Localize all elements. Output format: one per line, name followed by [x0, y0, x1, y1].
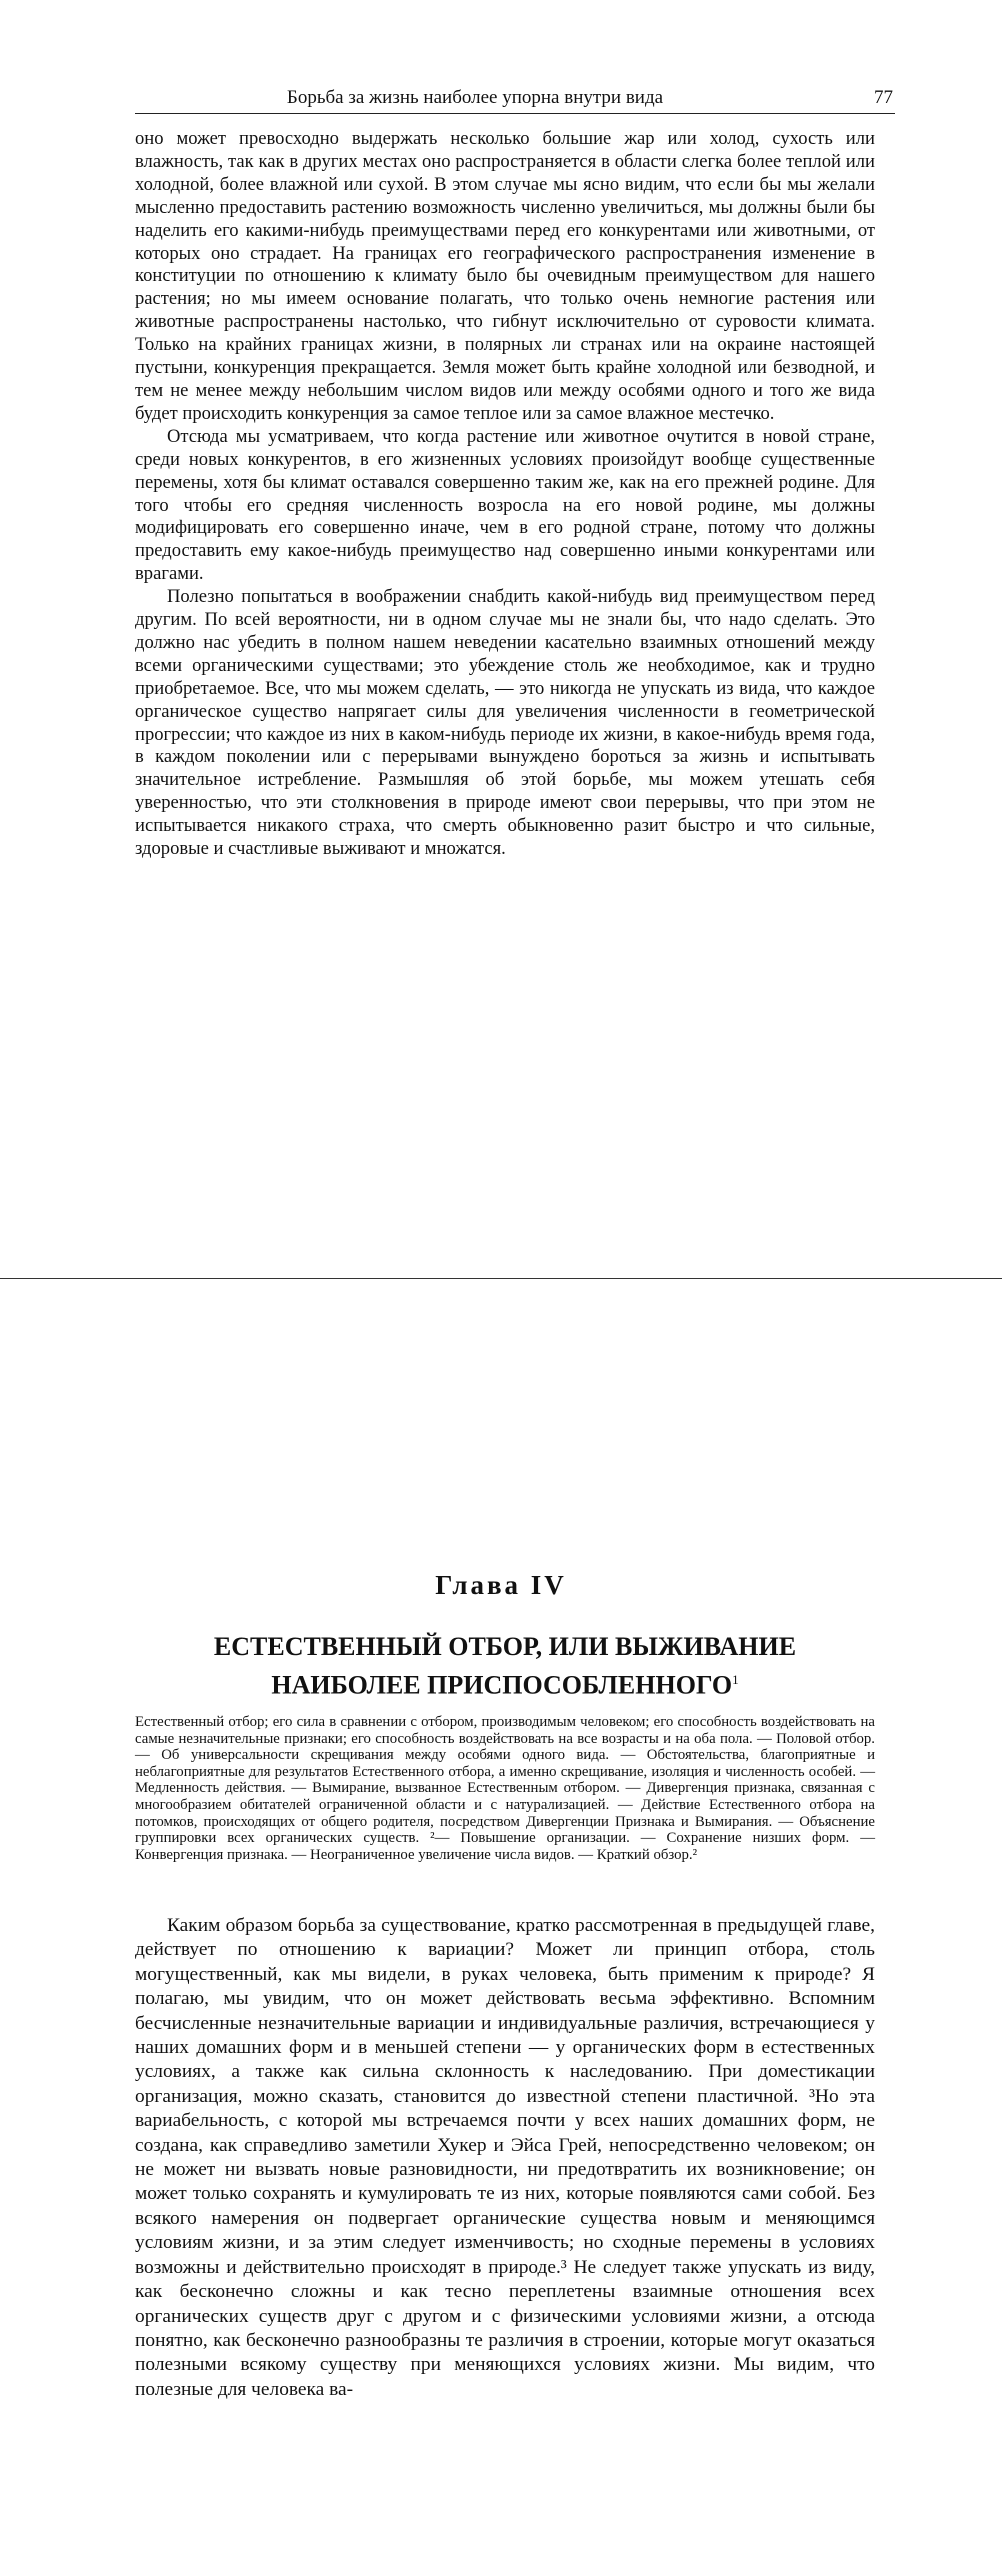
chapter-body-text	[135, 1914, 875, 2402]
paragraph: оно может превосходно выдержать несколько большие жар или холод, сухость или влажность, так как в других местах оно распространяется в области слегка более теплой или холодной, более влажной или сухой. В этом случае мы ясно видим, что если бы мы желали мысленно предоставить растению возможность численно увеличиться, мы должны были бы наделить его какими-нибудь преимуществами перед его конкурентами или животными, от которых оно страдает. На границах его географического распространения изменение в конституции по отношению к климату было бы очевидным преимуществом для нашего растения; но мы имеем основание полагать, что только очень немногие растения или животные распространены настолько, что гибнут исключительно от суровости климата. Только на крайних границах жизни, в полярных ли странах или на окраине настоящей пустыни, конкуренция прекращается. Земля может быть крайне холодной или безводной, и тем не менее между небольшим числом видов или между особями одного и того же вида будет происходить конкуренция за самое теплое или за самое влажное местечко.	[135, 128, 875, 424]
page-body-text	[135, 128, 875, 861]
running-head-title: Борьба за жизнь наиболее упорна внутри вида	[286, 87, 664, 108]
chapter-title	[135, 1630, 875, 1702]
page-number: 77	[874, 87, 893, 108]
paragraph: Отсюда мы усматриваем, что когда растение или животное очутится в новой стране, среди новых конкурентов, в его жизненных условиях произойдут вообще существенные перемены, хотя бы климат оставался совершенно таким же, как на его прежней родине. Для того чтобы его средняя численность возросла на его новой родине, мы должны модифицировать его совершенно иначе, чем в его родной стране, потому что должны предоставить ему какое-нибудь преимущество над совершенно иными конкурентами или врагами.	[135, 425, 875, 585]
running-head	[135, 85, 895, 114]
chapter-title-line-1: ЕСТЕСТВЕННЫЙ ОТБОР, ИЛИ ВЫЖИВАНИЕ	[213, 1632, 797, 1661]
chapter-label: Глава IV	[435, 1570, 567, 1600]
paragraph: Полезно попытаться в воображении снабдить какой-нибудь вид преимуществом перед другим. По всей вероятности, ни в одном случае мы не знали бы, что надо сделать. Это должно нас убедить в полном нашем неведении касательно взаимных отношений между всеми органическими существами; это убеждение столь же необходимое, как и трудно приобретаемое. Все, что мы можем сделать, — это никогда не упускать из вида, что каждое органическое существо напрягает силы для увеличения численности в геометрической прогрессии; что каждое из них в каком-нибудь периоде их жизни, в какое-нибудь время года, в каждом поколении или с перерывами вынуждено бороться за жизнь и испытывать значительное истребление. Размышляя об этой борьбе, мы можем утешать себя уверенностью, что эти столкновения в природе имеют свои перерывы, что при этом не испытывается никакого страха, что смерть обыкновенно разит быстро и что сильные, здоровые и счастливые выживают и множатся.	[135, 586, 875, 860]
paragraph: Каким образом борьба за существование, кратко рассмотренная в предыдущей главе, действует по отношению к вариации? Может ли принцип отбора, столь могущественный, как мы видели, в руках человека, быть применим к природе? Я полагаю, мы увидим, что он может действовать весьма эффективно. Вспомним бесчисленные незначительные вариации и индивидуальные различия, встречающиеся у наших домашних форм и в меньшей степени — у органических форм в естественных условиях, а также как сильна склонность к наследованию. При доместикации организация, можно сказать, становится до известной степени пластичной. ³Но эта вариабельность, с которой мы встречаемся почти у всех наших домашних форм, не создана, как справедливо заметили Хукер и Эйса Грей, непосредственно человеком; он не может ни вызвать новые разновидности, ни предотвратить их возникновение; он может только сохранять и кумулировать те из них, которые появляются сами собой. Без всякого намерения он подвергает органические существа новым и меняющимся условиям жизни, и за этим следует изменчивость; но сходные перемены в условиях возможны и действительно происходят в природе.³ Не следует также упускать из виду, как бесконечно сложны и как тесно переплетены взаимные отношения всех органических существ друг с другом и с физическими условиями жизни, а отсюда понятно, как бесконечно разнообразны те различия в строении, которые могут оказаться полезными всякому существу при меняющихся условиях жизни. Мы видим, что полезные для человека ва-	[135, 1915, 875, 2400]
footnote-marker: 1	[732, 1672, 739, 1687]
chapter-summary: Естественный отбор; его сила в сравнении с отбором, производимым человеком; его способность воздействовать на самые незначительные признаки; его способность воздействовать на все возрасты и на оба пола. — Половой отбор. — Об универсальности скрещивания между особями одного вида. — Обстоятельства, благоприятные и неблагоприятные для результатов Естественного отбора, а именно скрещивание, изоляция и численность особей. — Медленность действия. — Вымирание, вызванное Естественным отбором. — Дивергенция признака, связанная с многообразием обитателей ограниченной области и с натурализацией. — Действие Естественного отбора на потомков, происходящих от общего родителя, посредством Дивергенции Признака и Вымирания. — Объяснение группировки всех органических существ. ²— Повышение организации. — Сохранение низших форм. — Конвергенция признака. — Неограниченное увеличение числа видов. — Краткий обзор.²	[135, 1714, 875, 1863]
chapter-title-line-2: НАИБОЛЕЕ ПРИСПОСОБЛЕННОГО	[271, 1670, 733, 1700]
